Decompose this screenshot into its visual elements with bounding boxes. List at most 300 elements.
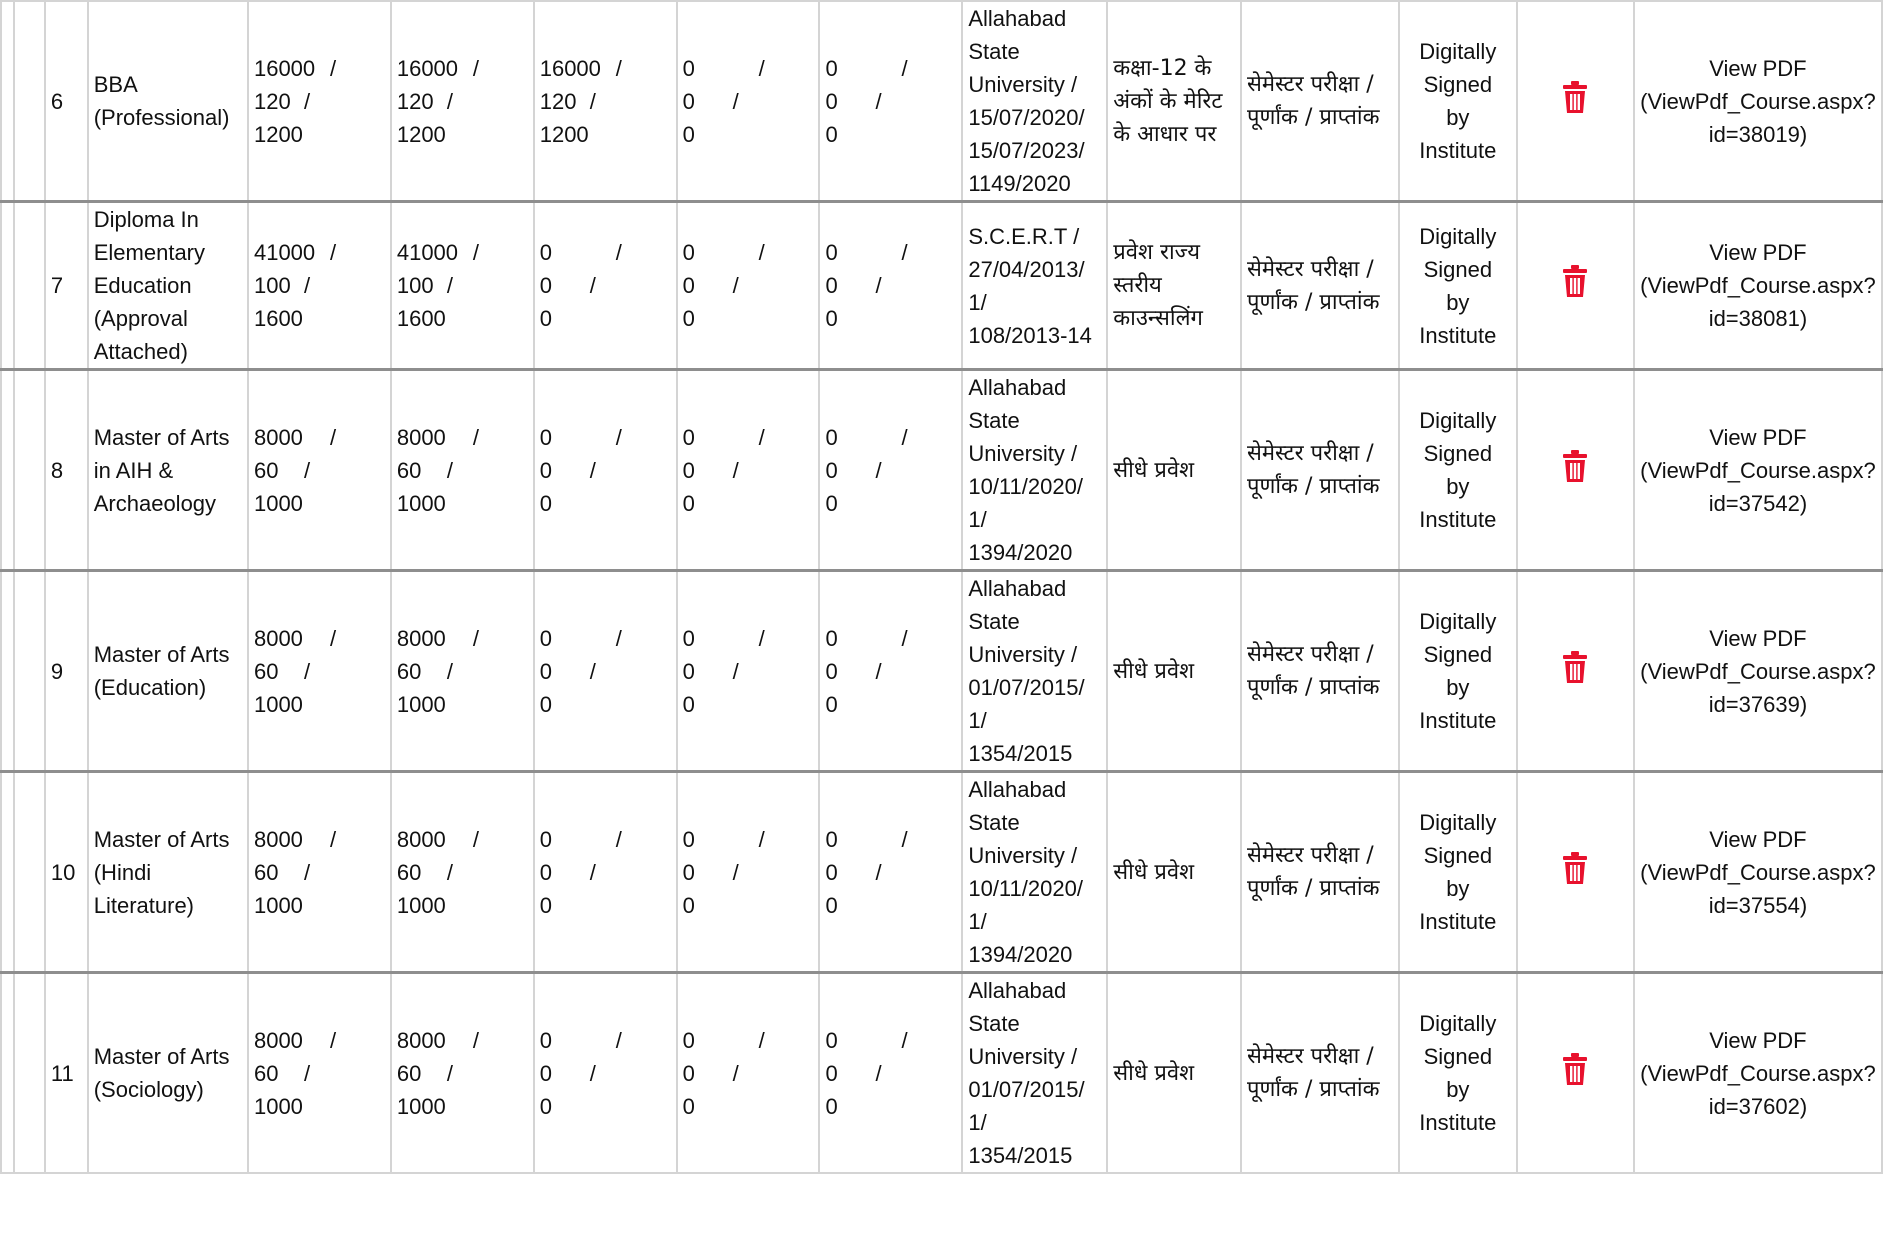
fee-line [825, 269, 956, 302]
delete-trash-icon[interactable] [1563, 852, 1587, 893]
sign-line: by [1446, 474, 1470, 499]
pdf-line: View PDF [1709, 240, 1807, 265]
fee-separator: / [758, 625, 765, 651]
fee-line [683, 1024, 814, 1057]
fee-line [683, 889, 814, 922]
sign-line: by [1446, 675, 1470, 700]
authority-line: 1/ [968, 1110, 987, 1135]
fee-line [683, 454, 814, 487]
fee-separator: / [303, 457, 311, 483]
authority-line: University / [968, 642, 1078, 667]
fee-line [825, 856, 956, 889]
sign-line: Institute [1419, 138, 1497, 163]
row-handle-cell [14, 772, 45, 973]
fee-line [683, 487, 814, 520]
fee-line [397, 421, 528, 454]
fee-separator: / [875, 658, 882, 684]
fee-value: 0 [539, 892, 552, 918]
fee-value: 0 [539, 658, 552, 684]
fee-line [825, 236, 956, 269]
fee-line [825, 85, 956, 118]
fee-line [825, 421, 956, 454]
course-name: Master of Arts in AIH & Archaeology [88, 370, 248, 571]
fee-line [540, 118, 671, 151]
affiliation-authority [962, 973, 1107, 1174]
fee-line [683, 118, 814, 151]
course-name: Master of Arts (Education) [88, 571, 248, 772]
fee-value: 0 [682, 424, 695, 450]
fee-line [540, 85, 671, 118]
fee-value: 8000 [396, 625, 446, 651]
fee-value: 0 [825, 306, 838, 331]
admission-basis: सीधे प्रवेश [1107, 370, 1241, 571]
fee-value: 0 [682, 88, 695, 114]
fee-separator: / [732, 658, 739, 684]
delete-trash-icon[interactable] [1563, 1053, 1587, 1094]
fee-separator: / [615, 625, 622, 651]
fee-value: 0 [825, 1060, 838, 1086]
fee-line [683, 236, 814, 269]
exam-system: सेमेस्टर परीक्षा / पूर्णांक / प्राप्तांक [1241, 772, 1399, 973]
fee-value: 8000 [396, 826, 446, 852]
fee-value: 0 [539, 1027, 552, 1053]
authority-line: 1/ [968, 909, 987, 934]
fee-line [254, 487, 385, 520]
fee-line [540, 688, 671, 721]
fee-separator: / [589, 88, 596, 114]
fee-line [254, 823, 385, 856]
serial-number: 6 [45, 1, 88, 202]
pdf-line: (ViewPdf_Course.aspx? [1640, 859, 1876, 885]
fee-value: 100 [253, 273, 291, 298]
sign-line: Institute [1419, 322, 1497, 348]
serial-number: 11 [45, 973, 88, 1174]
fee-separator: / [732, 859, 739, 885]
fee-cell [391, 571, 534, 772]
fee-value: 0 [825, 826, 838, 852]
fee-value: 0 [825, 121, 838, 147]
course-name: Master of Arts (Hindi Literature) [88, 772, 248, 973]
table-row [1, 1, 1882, 202]
fee-cell [248, 973, 391, 1174]
course-name: BBA (Professional) [88, 1, 248, 202]
authority-line: Allahabad [968, 375, 1067, 400]
fee-separator: / [875, 273, 882, 298]
fee-separator: / [758, 424, 765, 450]
fee-cell [391, 1, 534, 202]
affiliation-authority [962, 772, 1107, 973]
view-pdf-link[interactable] [1634, 571, 1882, 772]
fee-line [825, 688, 956, 721]
fee-line [254, 856, 385, 889]
fee-value: 120 [253, 88, 291, 114]
fee-line [254, 85, 385, 118]
authority-line: 1354/2015 [968, 741, 1073, 766]
fee-value: 8000 [396, 1027, 446, 1053]
admission-basis: सीधे प्रवेश [1107, 973, 1241, 1174]
fee-line [397, 889, 528, 922]
authority-line: 27/04/2013/ [968, 256, 1085, 282]
fee-cell [677, 973, 820, 1174]
row-margin-cell [1, 772, 14, 973]
authority-line: 1394/2020 [968, 942, 1073, 967]
fee-value: 41000 [253, 240, 316, 265]
fee-value: 100 [396, 273, 434, 298]
fee-value: 0 [539, 1093, 552, 1119]
pdf-line: (ViewPdf_Course.aspx? [1640, 1060, 1876, 1086]
fee-cell [534, 571, 677, 772]
fee-value: 60 [253, 457, 279, 483]
row-handle-cell [14, 1, 45, 202]
fee-separator: / [875, 457, 882, 483]
fee-separator: / [472, 424, 479, 450]
pdf-line: (ViewPdf_Course.aspx? [1640, 457, 1876, 483]
fee-cell [248, 202, 391, 370]
fee-line [254, 302, 385, 335]
fee-line [254, 688, 385, 721]
serial-number: 9 [45, 571, 88, 772]
fee-cell [819, 772, 962, 973]
fee-line [254, 889, 385, 922]
fee-separator: / [303, 859, 311, 885]
fee-cell [677, 571, 820, 772]
fee-line [540, 622, 671, 655]
admission-basis: कक्षा-12 के अंकों के मेरिट के आधार पर [1107, 1, 1241, 202]
fee-value: 0 [682, 826, 695, 852]
authority-line: 01/07/2015/ [968, 675, 1085, 700]
fee-line [397, 85, 528, 118]
fee-value: 0 [539, 306, 552, 331]
fee-line [825, 1090, 956, 1123]
fee-line [683, 421, 814, 454]
exam-system: सेमेस्टर परीक्षा / पूर्णांक / प्राप्तांक [1241, 1, 1399, 202]
fee-separator: / [758, 240, 765, 265]
course-name: Master of Arts (Sociology) [88, 973, 248, 1174]
fee-value: 0 [682, 490, 695, 516]
fee-line [254, 1090, 385, 1123]
fee-value: 16000 [539, 55, 601, 81]
fee-value: 1000 [253, 892, 303, 918]
fee-value: 120 [396, 88, 434, 114]
authority-line: 15/07/2023/ [968, 138, 1085, 163]
signature-status [1399, 571, 1516, 772]
sign-line: Signed [1423, 256, 1493, 282]
affiliation-authority [962, 202, 1107, 370]
authority-line: Allahabad [968, 777, 1067, 802]
fee-value: 60 [396, 1060, 422, 1086]
sign-line: Signed [1423, 843, 1493, 868]
fee-value: 41000 [396, 240, 459, 265]
fee-separator: / [732, 457, 739, 483]
pdf-line: (ViewPdf_Course.aspx? [1640, 273, 1876, 298]
fee-line [397, 1024, 528, 1057]
sign-line: Signed [1423, 441, 1493, 466]
fee-value: 1000 [253, 490, 303, 516]
fee-value: 8000 [253, 424, 303, 450]
affiliation-authority [962, 370, 1107, 571]
fee-separator: / [303, 88, 311, 114]
authority-line: State [968, 408, 1020, 433]
courses-table-body [1, 1, 1882, 1173]
fee-line [540, 454, 671, 487]
authority-line: 1149/2020 [968, 171, 1071, 196]
fee-value: 0 [682, 457, 695, 483]
fee-line [254, 421, 385, 454]
fee-value: 1200 [396, 121, 446, 147]
fee-value: 0 [825, 273, 838, 298]
fee-separator: / [615, 55, 622, 81]
fee-cell [248, 1, 391, 202]
pdf-line: View PDF [1709, 55, 1807, 81]
sign-line: by [1446, 1077, 1470, 1102]
fee-line [825, 889, 956, 922]
authority-line: University / [968, 441, 1078, 466]
sign-line: Digitally [1419, 223, 1497, 249]
view-pdf-link[interactable] [1634, 202, 1882, 370]
row-margin-cell [1, 1, 14, 202]
sign-line: Signed [1423, 642, 1493, 667]
delete-cell [1517, 370, 1634, 571]
fee-line [540, 655, 671, 688]
row-margin-cell [1, 973, 14, 1174]
delete-trash-icon[interactable] [1563, 450, 1587, 491]
fee-separator: / [615, 1027, 622, 1053]
fee-value: 0 [682, 625, 695, 651]
fee-value: 0 [682, 273, 695, 298]
view-pdf-link[interactable] [1634, 973, 1882, 1174]
fee-separator: / [329, 240, 337, 265]
fee-value: 0 [539, 625, 552, 651]
fee-line [397, 52, 528, 85]
exam-system: सेमेस्टर परीक्षा / पूर्णांक / प्राप्तांक [1241, 202, 1399, 370]
fee-value: 0 [539, 490, 552, 516]
fee-line [683, 302, 814, 335]
fee-cell [534, 1, 677, 202]
fee-value: 0 [825, 240, 838, 265]
delete-trash-icon[interactable] [1563, 651, 1587, 692]
fee-separator: / [615, 826, 622, 852]
sign-line: Institute [1419, 1110, 1497, 1135]
fee-separator: / [329, 826, 337, 852]
fee-cell [534, 202, 677, 370]
fee-separator: / [446, 1060, 453, 1086]
fee-separator: / [472, 1027, 479, 1053]
fee-cell [391, 202, 534, 370]
authority-line: Allahabad [968, 576, 1067, 601]
authority-line: 1/ [968, 708, 987, 733]
fee-line [683, 1057, 814, 1090]
fee-line [825, 302, 956, 335]
sign-line: Digitally [1419, 810, 1497, 835]
fee-value: 1000 [396, 1093, 446, 1119]
fee-line [397, 1090, 528, 1123]
signature-status [1399, 370, 1516, 571]
fee-cell [391, 370, 534, 571]
fee-value: 1000 [253, 1093, 303, 1119]
fee-separator: / [615, 240, 622, 265]
fee-separator: / [758, 826, 765, 852]
pdf-line: id=38019) [1708, 121, 1808, 147]
fee-value: 0 [825, 625, 838, 651]
fee-value: 0 [825, 658, 838, 684]
fee-line [254, 1024, 385, 1057]
fee-value: 0 [539, 240, 552, 265]
delete-cell [1517, 202, 1634, 370]
fee-value: 0 [825, 859, 838, 885]
signature-status [1399, 772, 1516, 973]
fee-separator: / [303, 1060, 311, 1086]
authority-line: 1/ [968, 507, 987, 532]
authority-line: 108/2013-14 [968, 322, 1092, 348]
delete-trash-icon[interactable] [1563, 265, 1587, 306]
fee-value: 0 [539, 859, 552, 885]
sign-line: Institute [1419, 708, 1497, 733]
fee-value: 8000 [253, 625, 303, 651]
authority-line: Allahabad [968, 978, 1067, 1003]
serial-number: 7 [45, 202, 88, 370]
fee-line [254, 269, 385, 302]
pdf-line: id=38081) [1708, 306, 1808, 331]
fee-value: 60 [253, 1060, 279, 1086]
row-handle-cell [14, 973, 45, 1174]
authority-line: Allahabad [968, 6, 1067, 31]
pdf-line: id=37554) [1708, 892, 1808, 918]
pdf-line: View PDF [1709, 625, 1807, 651]
admission-basis: सीधे प्रवेश [1107, 571, 1241, 772]
fee-line [683, 688, 814, 721]
sign-line: Signed [1423, 72, 1493, 97]
fee-separator: / [446, 88, 453, 114]
delete-cell [1517, 1, 1634, 202]
exam-system: सेमेस्टर परीक्षा / पूर्णांक / प्राप्तांक [1241, 571, 1399, 772]
fee-separator: / [875, 859, 882, 885]
sign-line: Institute [1419, 909, 1497, 934]
fee-cell [248, 370, 391, 571]
sign-line: Digitally [1419, 408, 1497, 433]
row-handle-cell [14, 202, 45, 370]
fee-value: 60 [253, 658, 279, 684]
fee-line [825, 118, 956, 151]
sign-line: by [1446, 876, 1470, 901]
fee-value: 0 [825, 1093, 838, 1119]
table-row [1, 370, 1882, 571]
fee-line [683, 655, 814, 688]
row-handle-cell [14, 571, 45, 772]
view-pdf-link[interactable] [1634, 772, 1882, 973]
fee-separator: / [875, 1060, 882, 1086]
fee-value: 8000 [396, 424, 446, 450]
fee-value: 1200 [539, 121, 589, 147]
fee-value: 1200 [253, 121, 303, 147]
fee-line [540, 823, 671, 856]
table-row [1, 772, 1882, 973]
fee-line [825, 655, 956, 688]
fee-line [825, 1057, 956, 1090]
pdf-line: (ViewPdf_Course.aspx? [1640, 88, 1876, 114]
fee-separator: / [589, 859, 596, 885]
fee-value: 0 [539, 273, 552, 298]
fee-cell [819, 370, 962, 571]
exam-system: सेमेस्टर परीक्षा / पूर्णांक / प्राप्तांक [1241, 973, 1399, 1174]
fee-value: 60 [396, 859, 422, 885]
table-row [1, 973, 1882, 1174]
fee-separator: / [472, 625, 479, 651]
fee-separator: / [303, 273, 311, 298]
fee-value: 0 [825, 691, 838, 717]
fee-separator: / [901, 826, 908, 852]
signature-status [1399, 202, 1516, 370]
pdf-line: View PDF [1709, 424, 1807, 450]
fee-cell [391, 973, 534, 1174]
affiliation-authority [962, 571, 1107, 772]
authority-line: 1/ [968, 289, 987, 315]
authority-line: 15/07/2020/ [968, 105, 1085, 130]
fee-value: 0 [682, 892, 695, 918]
fee-value: 0 [539, 424, 552, 450]
fee-value: 1600 [253, 306, 303, 331]
delete-trash-icon[interactable] [1563, 81, 1587, 122]
pdf-line: View PDF [1709, 826, 1807, 852]
course-name: Diploma In Elementary Education (Approval Attached) [88, 202, 248, 370]
fee-value: 0 [682, 658, 695, 684]
exam-system: सेमेस्टर परीक्षा / पूर्णांक / प्राप्तांक [1241, 370, 1399, 571]
fee-line [825, 52, 956, 85]
fee-value: 60 [396, 658, 422, 684]
fee-cell [391, 772, 534, 973]
fee-cell [534, 370, 677, 571]
fee-separator: / [589, 1060, 596, 1086]
fee-separator: / [472, 55, 479, 81]
fee-cell [248, 571, 391, 772]
fee-separator: / [901, 424, 908, 450]
fee-cell [534, 772, 677, 973]
fee-separator: / [901, 55, 908, 81]
fee-line [540, 421, 671, 454]
sign-line: by [1446, 289, 1470, 315]
fee-line [397, 487, 528, 520]
fee-separator: / [329, 1027, 337, 1053]
fee-separator: / [901, 1027, 908, 1053]
row-margin-cell [1, 571, 14, 772]
fee-separator: / [446, 273, 453, 298]
sign-line: Signed [1423, 1044, 1493, 1069]
authority-line: 10/11/2020/ [968, 876, 1083, 901]
fee-value: 0 [825, 88, 838, 114]
view-pdf-link[interactable] [1634, 370, 1882, 571]
sign-line: Digitally [1419, 1011, 1497, 1036]
fee-separator: / [329, 424, 337, 450]
sign-line: Digitally [1419, 39, 1497, 64]
authority-line: University / [968, 72, 1078, 97]
authority-line: State [968, 609, 1020, 634]
fee-separator: / [446, 658, 453, 684]
fee-cell [248, 772, 391, 973]
pdf-line: id=37542) [1708, 490, 1808, 516]
view-pdf-link[interactable] [1634, 1, 1882, 202]
fee-value: 0 [682, 691, 695, 717]
fee-line [683, 823, 814, 856]
fee-cell [819, 202, 962, 370]
fee-separator: / [472, 826, 479, 852]
fee-value: 60 [253, 859, 279, 885]
pdf-line: id=37602) [1708, 1093, 1808, 1119]
fee-line [254, 454, 385, 487]
authority-line: S.C.E.R.T / [968, 223, 1080, 249]
fee-value: 8000 [253, 1027, 303, 1053]
fee-separator: / [875, 88, 882, 114]
authority-line: 10/11/2020/ [968, 474, 1083, 499]
fee-line [254, 52, 385, 85]
